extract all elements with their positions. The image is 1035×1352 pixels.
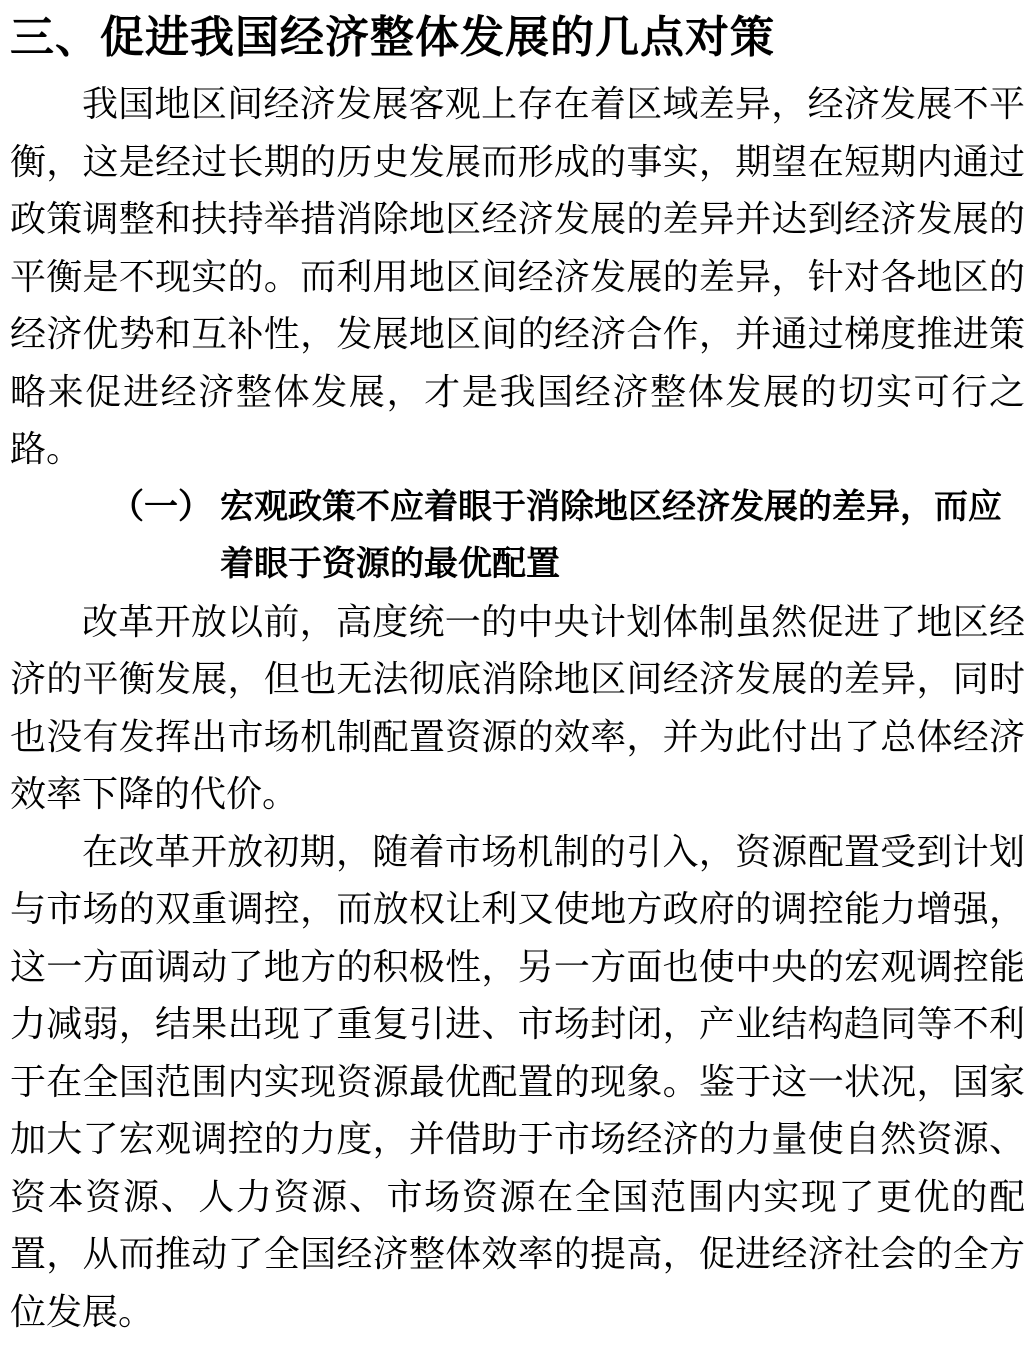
subsection-title: 宏观政策不应着眼于消除地区经济发展的差异，而应着眼于资源的最优配置 bbox=[220, 486, 1002, 584]
subsection-heading bbox=[10, 479, 1025, 594]
intro-paragraph: 我国地区间经济发展客观上存在着区域差异，经济发展不平衡，这是经过长期的历史发展而形成的事实，期望在短期内通过政策调整和扶持举措消除地区经济发展的差异并达到经济发展的平衡是不现实的。而利用地区间经济发展的差异，针对各地区的经济优势和互补性，发展地区间的经济合作，并通过梯度推进策略来促进经济整体发展，才是我国经济整体发展的切实可行之路。 bbox=[10, 84, 1025, 470]
subsection-number: （一） bbox=[110, 486, 212, 527]
section-title: 三、促进我国经济整体发展的几点对策 bbox=[10, 12, 775, 63]
body-paragraph-2: 在改革开放初期，随着市场机制的引入，资源配置受到计划与市场的双重调控，而放权让利又使地方政府的调控能力增强，这一方面调动了地方的积极性，另一方面也使中央的宏观调控能力减弱，结果出现了重复引进、市场封闭，产业结构趋同等不利于在全国范围内实现资源最优配置的现象。鉴于这一状况，国家加大了宏观调控的力度，并借助于市场经济的力量使自然资源、资本资源、人力资源、市场资源在全国范围内实现了更优的配置，从而推动了全国经济整体效率的提高，促进经济社会的全方位发展。 bbox=[10, 831, 1025, 1333]
body-paragraph-1: 改革开放以前，高度统一的中央计划体制虽然促进了地区经济的平衡发展，但也无法彻底消除地区间经济发展的差异，同时也没有发挥出市场机制配置资源的效率，并为此付出了总体经济效率下降的代价。 bbox=[10, 601, 1025, 815]
